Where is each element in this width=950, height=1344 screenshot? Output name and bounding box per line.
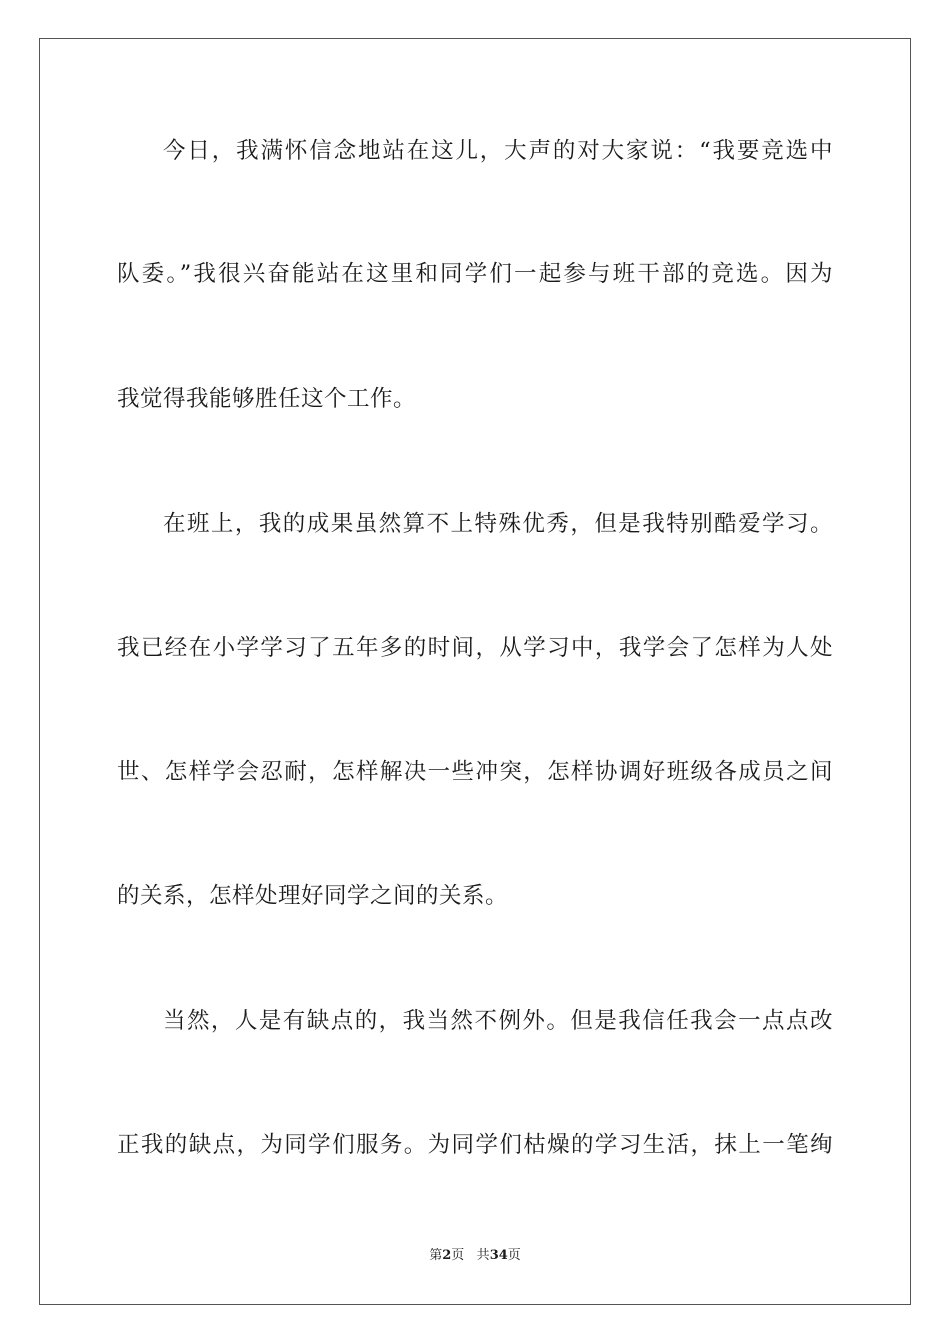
footer-page-suffix: 页 — [451, 1248, 465, 1263]
footer-page-number: 2 — [442, 1248, 452, 1263]
paragraph-line-1: 今日，我满怀信念地站在这儿，大声的对大家说：“我要竞选中 — [163, 138, 833, 164]
paragraph-line-6: 世、怎样学会忍耐，怎样解决一些冲突，怎样协调好班级各成员之间 — [117, 759, 833, 785]
footer-page-prefix: 第 — [429, 1248, 443, 1263]
footer-total-prefix: 共 — [476, 1248, 490, 1263]
paragraph-line-7: 的关系，怎样处理好同学之间的关系。 — [117, 883, 509, 909]
paragraph-line-9: 正我的缺点，为同学们服务。为同学们枯燥的学习生活，抹上一笔绚 — [117, 1132, 833, 1158]
footer-total-pages: 34 — [489, 1248, 508, 1263]
paragraph-line-4: 在班上，我的成果虽然算不上特殊优秀，但是我特别酷爱学习。 — [163, 511, 833, 537]
paragraph-line-3: 我觉得我能够胜任这个工作。 — [117, 386, 417, 412]
paragraph-line-8: 当然，人是有缺点的，我当然不例外。但是我信任我会一点点改 — [163, 1008, 833, 1034]
page-footer — [0, 1247, 950, 1265]
paragraph-line-2: 队委。”我很兴奋能站在这里和同学们一起参与班干部的竞选。因为 — [117, 261, 833, 287]
page-border — [39, 38, 911, 1305]
footer-total-suffix: 页 — [507, 1248, 521, 1263]
paragraph-line-5: 我已经在小学学习了五年多的时间，从学习中，我学会了怎样为人处 — [117, 635, 833, 661]
